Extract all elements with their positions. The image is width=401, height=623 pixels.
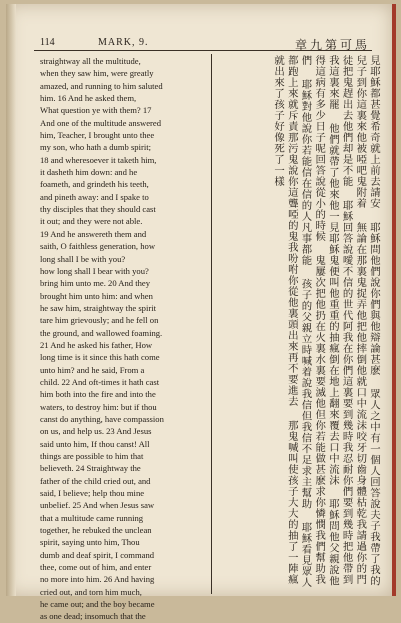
book-chapter-heading: MARK, 9. — [98, 37, 149, 48]
english-line: that a multitude came running — [40, 512, 144, 523]
english-line: said, I believe; help thou mine — [40, 488, 145, 499]
english-line: What question ye with them? 17 — [40, 105, 152, 116]
english-line: things are possible to him that — [40, 451, 144, 461]
english-line: he saw him, straightway the spirit — [40, 302, 156, 313]
page-number: 114 — [40, 37, 55, 48]
english-line: canst do anything, have compassion — [40, 413, 164, 424]
english-line: how long shall I bear with you? — [40, 265, 149, 276]
english-line: long shall I be with you? — [40, 253, 126, 264]
bible-page — [6, 4, 396, 622]
chinese-chapter-heading: 章九第可馬 — [294, 38, 370, 52]
english-line: bring him unto me. 20 And they — [40, 278, 151, 289]
english-line: straightway all the multitude, — [40, 56, 141, 66]
english-line: cried out, and torn him much, — [40, 586, 142, 597]
english-line: it dasheth him down: and he — [40, 167, 138, 178]
english-line: waters, to destroy him: but if thou — [40, 401, 157, 412]
english-line: unto him? and he said, From a — [40, 364, 145, 375]
english-line: amazed, and running to him saluted — [40, 80, 163, 91]
english-line: no more into him. 26 And having — [40, 574, 155, 585]
english-line: 19 And he answereth them and — [40, 228, 147, 239]
english-line: and pineth away: and I spake to — [40, 191, 149, 202]
english-line: 21 And he asked his father, How — [40, 339, 153, 350]
english-line: said unto him, If thou canst! All — [40, 438, 150, 449]
english-line: he came out; and the boy became — [40, 599, 155, 610]
english-line: believeth. 24 Straightway the — [40, 463, 141, 474]
english-line: as one dead; insomuch that the — [40, 611, 146, 622]
english-line: the ground, and wallowed foaming. — [40, 327, 163, 338]
english-line: long time is it since this hath come — [40, 352, 160, 363]
english-text-column — [40, 55, 206, 623]
header-rule — [34, 50, 372, 51]
english-line: foameth, and grindeth his teeth, — [40, 179, 149, 190]
english-line: tare him grievously; and he fell on — [40, 315, 159, 326]
english-line: 18 and wheresoever it taketh him, — [40, 154, 157, 165]
english-line: And one of the multitude answered — [40, 117, 161, 128]
page-spine-shadow — [6, 4, 16, 596]
english-line: thy disciples that they should cast — [40, 204, 156, 215]
english-line: father of the child cried out, and — [40, 475, 151, 486]
english-line: him both into the fire and into the — [40, 389, 156, 400]
english-line: when they saw him, were greatly — [40, 68, 154, 79]
english-line: saith, O faithless generation, how — [40, 241, 156, 252]
english-line: it out; and they were not able. — [40, 216, 143, 227]
english-line: together, he rebuked the unclean — [40, 525, 152, 536]
column-divider — [211, 54, 212, 594]
english-line: my son, who hath a dumb spirit; — [40, 142, 151, 153]
english-line: dumb and deaf spirit, I command — [40, 549, 155, 560]
chinese-text-column: 見耶穌都甚覺希奇就上前去請安 耶穌問他們說你們與他辯論甚麽 眾人之中有一個人回答說夫子我帶了我的兒子到你這裏來他被啞吧鬼附着 無論在那裏鬼捉弄他把他摔倒他就口中流沫咬牙切齒身體枯乾我請過你的門徒把鬼趕出去他們却是不能 耶穌回答說噯不信的世代阿我在你們這裏要到幾時我忍耐你們要到幾時把他帶到我這裏來罷 他們就帶了他來他一見耶穌鬼便叫他重重的抽瘋倒在地上翻來覆去口中流沫 耶穌問他父親說他得這病有多少日子呢回答說從小的時候 鬼屢次把他扔在火裏水裏要滅他但你若能做甚麽求你憐憫我們幫助我們 耶穌對他說你若能信在信的人凡事都能 孩子的父親立時喊着說我信但我信不足求主幫助 耶穌看見眾人都跑上來就斥責那污鬼說你這聾啞的鬼我吩咐你從他裏頭出來再不要進去 那鬼喊叫使孩子大大的抽了一陣瘋就出來了孩子好像死了一樣 — [272, 55, 380, 588]
english-line: him, Teacher, I brought unto thee — [40, 130, 155, 141]
english-line: child. 22 And oft-times it hath cast — [40, 376, 160, 387]
english-line: thee, come out of him, and enter — [40, 562, 152, 573]
english-line: brought him unto him: and when — [40, 290, 153, 301]
english-line: unbelief. 25 And when Jesus saw — [40, 500, 155, 511]
english-line: spirit, saying unto him, Thou — [40, 537, 140, 548]
english-line: him. 16 And he asked them, — [40, 93, 137, 104]
english-line: on us, and help us. 23 And Jesus — [40, 426, 152, 437]
